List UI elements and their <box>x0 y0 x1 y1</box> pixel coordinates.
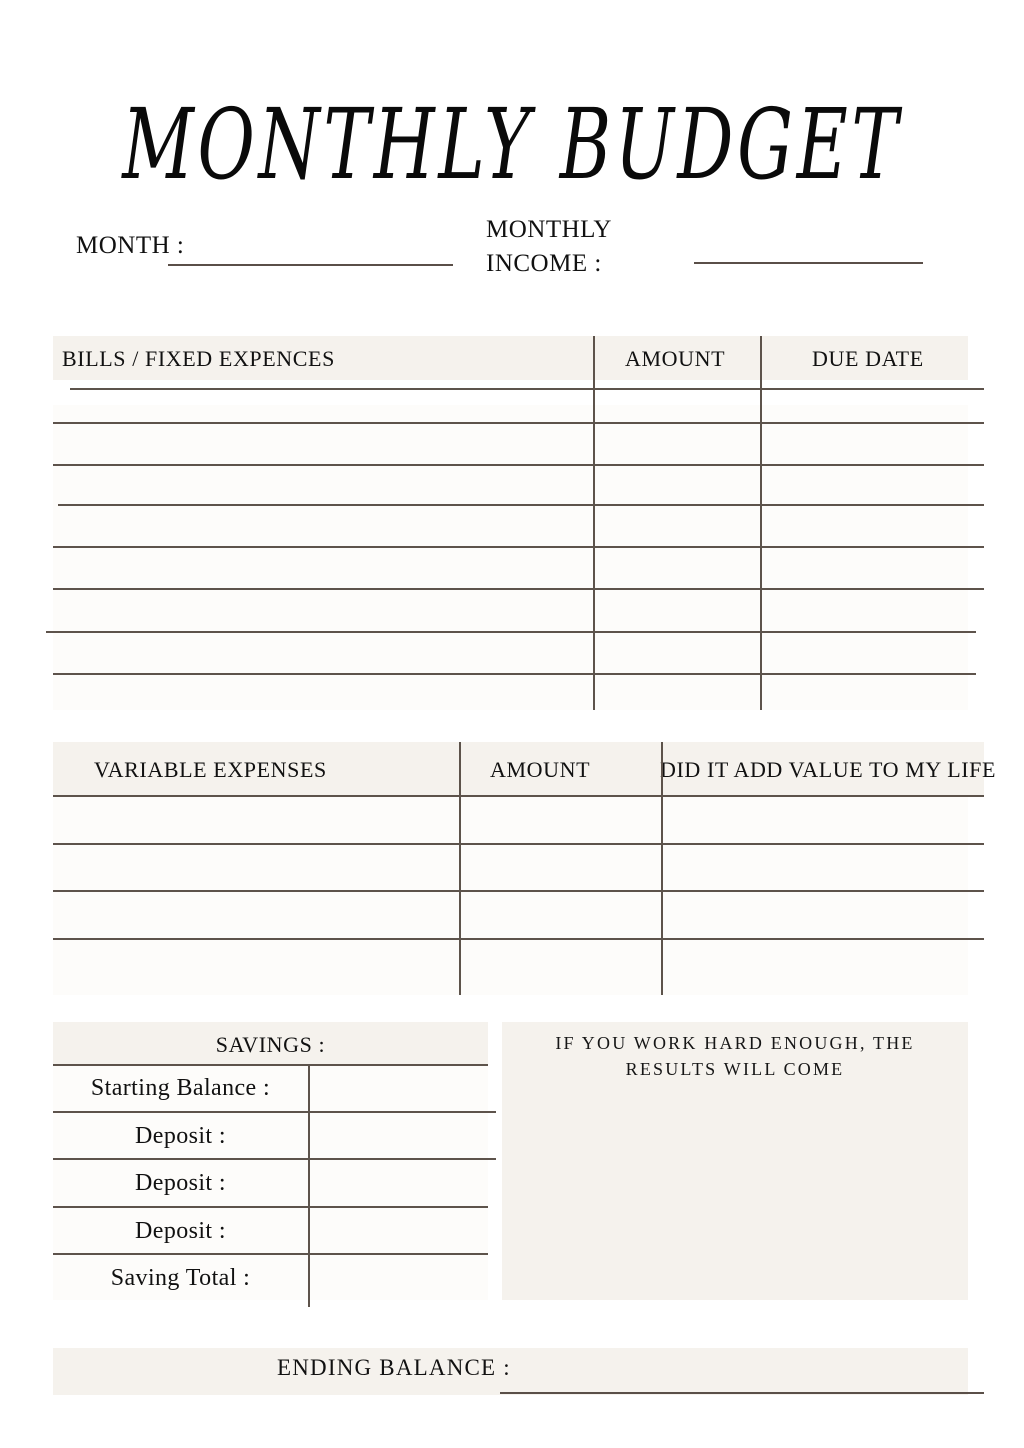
savings-value-deposit-1[interactable] <box>310 1113 488 1158</box>
savings-value-deposit-2[interactable] <box>310 1160 488 1206</box>
bills-column-divider-amount <box>593 336 595 710</box>
variable-header-amount: AMOUNT <box>490 757 591 782</box>
ending-balance-input-line[interactable] <box>500 1392 984 1394</box>
table-row[interactable] <box>53 405 593 443</box>
ending-balance-label: ENDING BALANCE : <box>277 1355 511 1380</box>
variable-header-name: VARIABLE EXPENSES <box>94 757 327 782</box>
savings-value-deposit-3[interactable] <box>310 1208 488 1253</box>
table-row[interactable] <box>53 892 459 938</box>
savings-row-label-saving-total: Saving Total : <box>110 1265 251 1291</box>
bills-column-divider-due-date <box>760 336 762 710</box>
monthly-income-label: MONTHLY INCOME : <box>486 216 612 277</box>
table-row[interactable] <box>53 557 593 595</box>
table-row[interactable] <box>53 595 593 633</box>
savings-row-label-deposit-2: Deposit : <box>135 1170 226 1196</box>
bills-header-due-date: DUE DATE <box>812 346 924 371</box>
savings-value-saving-total[interactable] <box>310 1255 488 1300</box>
month-input-line[interactable] <box>168 264 453 266</box>
bills-header-name: BILLS / FIXED EXPENCES <box>62 346 335 371</box>
variable-column-divider-value <box>661 742 663 995</box>
bills-header-amount: AMOUNT <box>625 346 726 371</box>
savings-row-label-deposit-3: Deposit : <box>135 1218 226 1244</box>
bills-row-divider <box>70 388 984 390</box>
savings-value-starting-balance[interactable] <box>310 1066 488 1111</box>
table-row[interactable] <box>53 940 459 992</box>
variable-header-value: DID IT ADD VALUE TO MY LIFE <box>660 757 997 782</box>
table-row[interactable] <box>53 443 593 481</box>
table-row[interactable] <box>53 797 459 843</box>
table-row[interactable] <box>53 633 593 671</box>
quote-line-1: IF YOU WORK HARD ENOUGH, THE <box>555 1033 915 1053</box>
motivational-quote-text <box>512 1030 958 1082</box>
variable-column-divider-amount <box>459 742 461 995</box>
month-label: MONTH : <box>76 232 185 259</box>
table-row[interactable] <box>53 845 459 890</box>
savings-header-label: SAVINGS : <box>215 1032 326 1057</box>
quote-line-2: RESULTS WILL COME <box>625 1059 845 1079</box>
table-row[interactable] <box>53 519 593 557</box>
monthly-income-input-line[interactable] <box>694 262 923 264</box>
savings-row-label-deposit-1: Deposit : <box>135 1123 226 1149</box>
table-row[interactable] <box>53 481 593 519</box>
page-title: MONTHLY BUDGET <box>122 87 902 201</box>
savings-row-label-starting-balance: Starting Balance : <box>90 1075 271 1101</box>
table-row[interactable] <box>53 671 593 709</box>
